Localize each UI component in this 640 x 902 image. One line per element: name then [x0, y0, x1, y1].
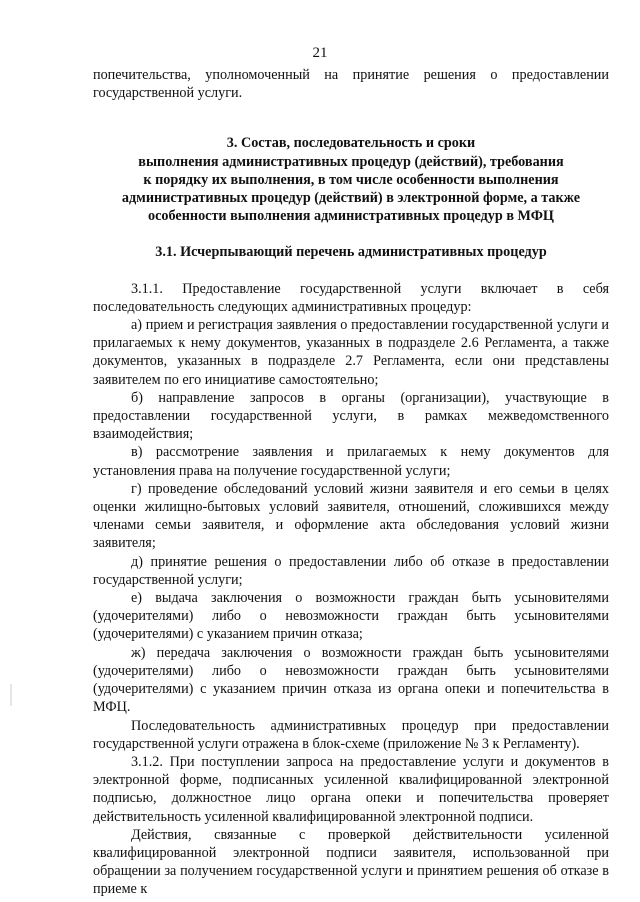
paragraph-3-1-2: 3.1.2. При поступлении запроса на предоставление услуги и документов в электронной форме, подписанных усиленной квалифицированной электронной подписью, должностное лицо органа опеки и попечительства проверяет действительность усиленной квалифицированной электронной подписи.	[93, 753, 609, 825]
paragraph-signature-check: Действия, связанные с проверкой действительности усиленной квалифицированной электронной подписи заявителя, использованной при обращении за получением государственной услуги и принятием решения об отказе в приеме к	[93, 826, 609, 898]
list-item-a: а) прием и регистрация заявления о предоставлении государственной услуги и прилагаемых к нему документов, указанных в подразделе 2.6 Регламента, а также документов, указанных в подразделе 2.7 Регламента, если они представлены заявителем по его инициативе самостоятельно;	[93, 317, 609, 388]
list-item-e: е) выдача заключения о возможности граждан быть усыновителями (удочерителями) либо о невозможности граждан быть усыновителями (удочерителями) с указанием причин отказа;	[93, 590, 609, 643]
list-item-zh: ж) передача заключения о возможности граждан быть усыновителями (удочерителями) либо о невозможности граждан быть усыновителями (удочерителями) с указанием причин отказа из органа опеки и попечительства в МФЦ.	[93, 644, 609, 716]
page-number: 21	[312, 45, 328, 61]
section-title-line: 3. Состав, последовательность и сроки	[226, 135, 476, 152]
scan-artifact	[10, 684, 12, 706]
paragraph-3-1-1: 3.1.1. Предоставление государственной услуги включает в себя последовательность следующих административных процедур:	[93, 280, 609, 315]
list-item-g: г) проведение обследований условий жизни заявителя и его семьи в целях оценки жилищно-бытовых условий заявителя, отношений, сложившихся между членами семьи заявителя, и оформление акта обследования условий жизни заявителя;	[93, 480, 609, 552]
list-item-v: в) рассмотрение заявления и прилагаемых к нему документов для установления права на получение государственной услуги;	[93, 444, 609, 479]
list-item-b: б) направление запросов в органы (организации), участвующие в предоставлении государственной услуги, в рамках межведомственного взаимодействия;	[93, 389, 609, 443]
paragraph-sequence: Последовательность административных процедур при предоставлении государственной услуги отражена в блок-схеме (приложение № 3 к Регламенту).	[93, 717, 609, 752]
section-title-line: к порядку их выполнения, в том числе особенности выполнения	[143, 171, 559, 188]
section-title-line: выполнения административных процедур (действий), требования	[138, 153, 564, 170]
document-body	[93, 66, 609, 899]
intro-paragraph: попечительства, уполномоченный на принятие решения о предоставлении государственной услуги.	[93, 67, 609, 102]
section-title-line: административных процедур (действий) в электронной форме, а также	[121, 190, 581, 207]
list-item-d: д) принятие решения о предоставлении либо об отказе в предоставлении государственной услуги;	[93, 553, 609, 588]
section-title	[93, 134, 609, 225]
section-title-line: особенности выполнения административных процедур в МФЦ	[148, 208, 554, 225]
subsection-title: 3.1. Исчерпывающий перечень административных процедур	[155, 244, 547, 261]
